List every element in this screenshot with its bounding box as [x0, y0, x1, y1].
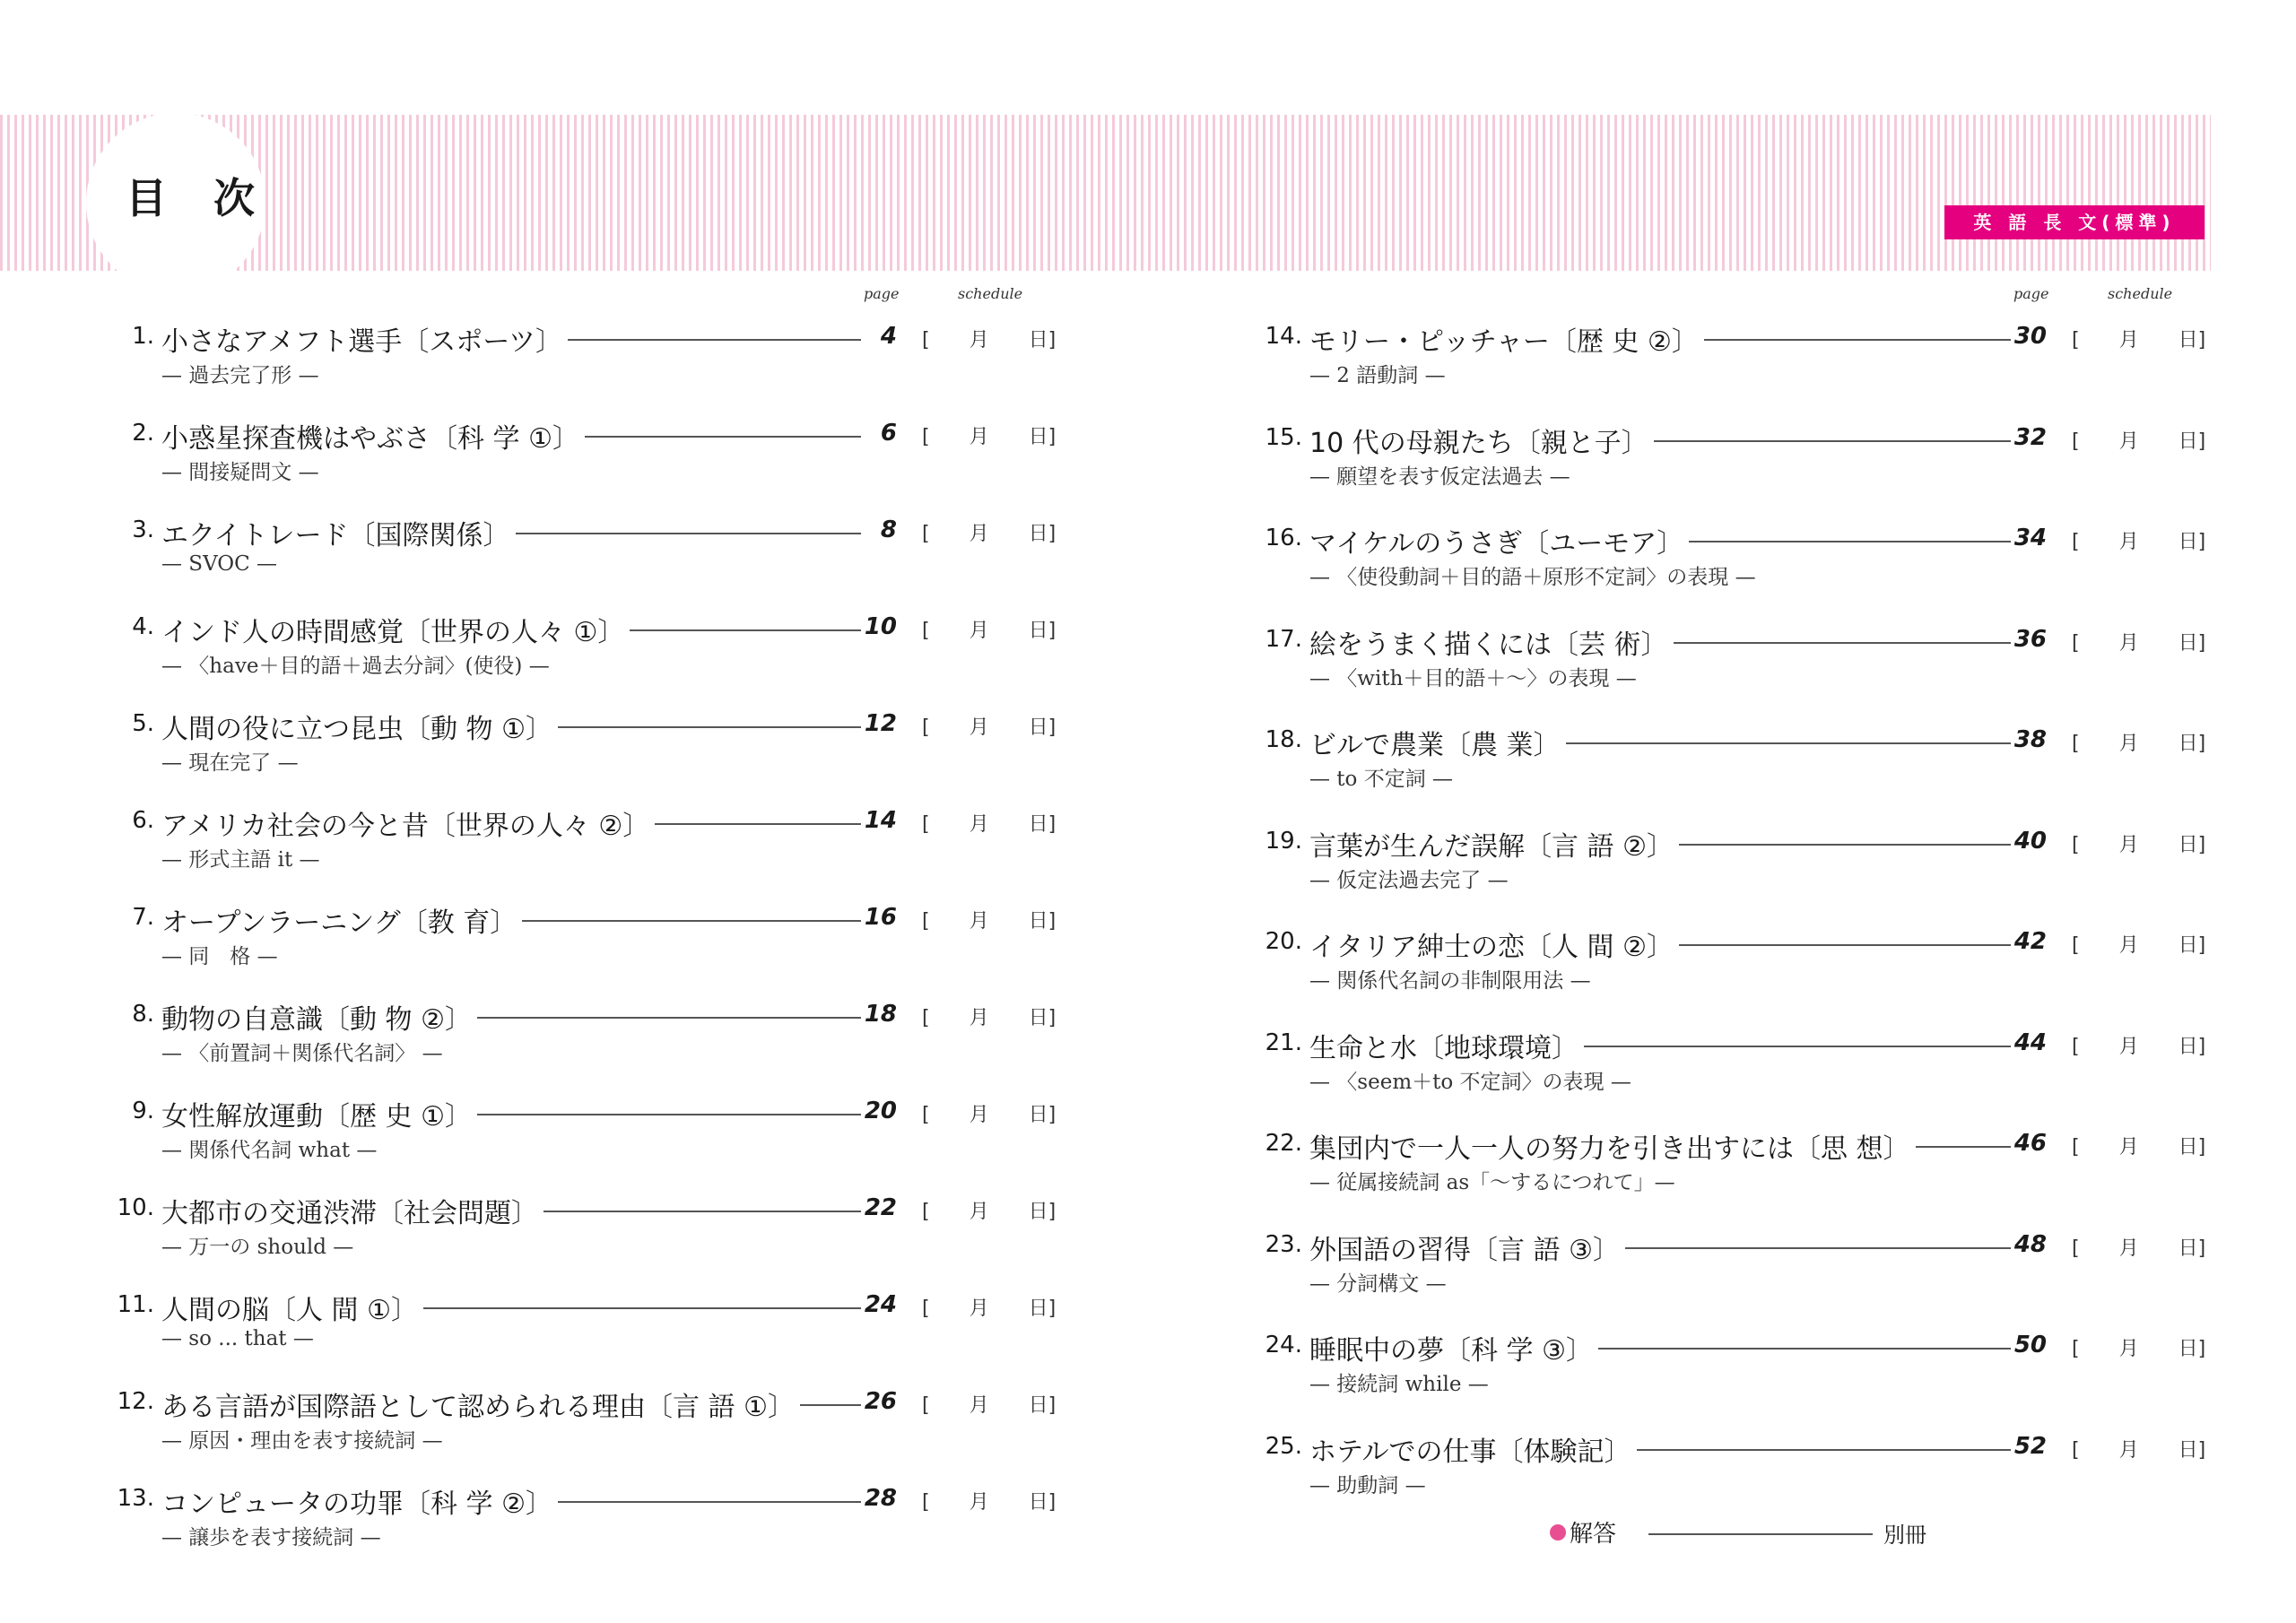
schedule-field: [ 月 日]: [2072, 1136, 2206, 1159]
entry-number: 2.: [132, 420, 154, 447]
entry-title: 生命と水〔地球環境〕: [1309, 1026, 1584, 1065]
entry-subtitle: — 過去完了形 —: [161, 364, 319, 387]
entry-title: 外国語の習得〔言 語 ③〕: [1309, 1228, 1625, 1267]
entry-subtitle: — 関係代名詞の非制限用法 —: [1309, 969, 1591, 993]
entry-number: 12.: [117, 1388, 154, 1415]
entry-title: モリー・ピッチャー〔歴 史 ②〕: [1309, 319, 1704, 359]
entry-number: 3.: [132, 516, 154, 543]
entry-title: イタリア紳士の恋〔人 間 ②〕: [1309, 924, 1679, 964]
entry-subtitle: — 従属接続詞 as「〜するにつれて」—: [1309, 1171, 1675, 1194]
entry-subtitle: — 〈have＋目的語＋過去分詞〉(使役) —: [161, 655, 550, 678]
entry-subtitle: — 関係代名詞 what —: [161, 1139, 378, 1162]
entry-subtitle: — 現在完了 —: [161, 751, 299, 775]
entry-page-number: 10: [864, 613, 897, 640]
toc-entry: [1265, 1121, 2226, 1193]
entry-subtitle: — 原因・理由を表す接続詞 —: [161, 1429, 443, 1453]
entry-page-number: 14: [864, 807, 897, 834]
schedule-field: [ 月 日]: [2072, 1338, 2206, 1360]
schedule-field: [ 月 日]: [922, 620, 1057, 642]
entry-page-number: 20: [864, 1098, 897, 1124]
toc-entry: [1265, 617, 2226, 689]
entry-number: 15.: [1265, 423, 1302, 451]
schedule-field: [ 月 日]: [2072, 833, 2206, 856]
entry-page-number: 28: [864, 1485, 897, 1512]
entry-title: ホテルでの仕事〔体験記〕: [1309, 1429, 1637, 1469]
entry-title: インド人の時間感覚〔世界の人々 ①〕: [161, 610, 630, 649]
entry-title: 女性解放運動〔歴 史 ①〕: [161, 1094, 477, 1133]
entry-subtitle: — 2 語動詞 —: [1309, 364, 1446, 387]
schedule-field: [ 月 日]: [2072, 934, 2206, 957]
entry-subtitle: — 〈with＋目的語＋〜〉の表現 —: [1309, 666, 1637, 690]
schedule-field: [ 月 日]: [2072, 1035, 2206, 1058]
entry-number: 7.: [132, 904, 154, 931]
entry-title: マイケルのうさぎ〔ユーモア〕: [1309, 521, 1689, 560]
entry-title: 小惑星探査機はやぶさ〔科 学 ①〕: [161, 416, 585, 456]
entry-page-number: 22: [864, 1194, 897, 1221]
entry-subtitle: — 接続詞 while —: [1309, 1373, 1489, 1396]
entry-title: オープンラーニング〔教 育〕: [161, 900, 522, 940]
toc-entry: [117, 701, 1076, 773]
schedule-field: [ 月 日]: [2072, 733, 2206, 755]
entry-page-number: 50: [2013, 1332, 2047, 1358]
entry-number: 4.: [132, 613, 154, 640]
toc-entry: [117, 508, 1076, 579]
toc-entry: [117, 411, 1076, 482]
entry-subtitle: — 〈seem＋to 不定詞〉の表現 —: [1309, 1070, 1631, 1094]
entry-title: 集団内で一人一人の努力を引き出すには〔思 想〕: [1309, 1126, 1916, 1166]
entry-number: 16.: [1265, 525, 1302, 551]
page-column-header-left: page: [864, 285, 900, 302]
entry-page-number: 42: [2013, 928, 2047, 955]
toc-entry: [1265, 919, 2226, 991]
entry-number: 18.: [1265, 726, 1302, 753]
entry-page-number: 52: [2013, 1432, 2047, 1460]
entry-page-number: 30: [2013, 323, 2047, 350]
schedule-field: [ 月 日]: [2072, 329, 2206, 352]
toc-entry: [117, 1282, 1076, 1354]
entry-page-number: 16: [864, 904, 897, 931]
entry-number: 6.: [132, 807, 154, 834]
entry-number: 22.: [1265, 1130, 1302, 1157]
bullet-dot-icon: [1550, 1524, 1566, 1541]
toc-entry: [1265, 516, 2226, 587]
toc-entry: [117, 1379, 1076, 1451]
entry-page-number: 18: [864, 1001, 897, 1028]
entry-number: 9.: [132, 1098, 154, 1124]
toc-entry: [1265, 819, 2226, 890]
entry-number: 17.: [1265, 625, 1302, 653]
header-banner: [0, 115, 2211, 271]
toc-entry: [117, 1185, 1076, 1257]
entry-title: 小さなアメフト選手〔スポーツ〕: [161, 319, 568, 359]
entry-title: アメリカ社会の今と昔〔世界の人々 ②〕: [161, 803, 655, 843]
toc-entry: [117, 314, 1076, 386]
entry-page-number: 34: [2013, 525, 2047, 551]
entry-number: 21.: [1265, 1028, 1302, 1056]
toc-entry: [1265, 1424, 2226, 1496]
toc-entry: [1265, 717, 2226, 789]
entry-number: 20.: [1265, 928, 1302, 955]
entry-number: 25.: [1265, 1432, 1302, 1460]
answer-label: 解答: [1570, 1521, 1617, 1548]
entry-title: 睡眠中の夢〔科 学 ③〕: [1309, 1328, 1598, 1367]
entry-number: 24.: [1265, 1332, 1302, 1358]
entry-number: 10.: [117, 1194, 154, 1221]
entry-title: エクイトレード〔国際関係〕: [161, 513, 516, 552]
entry-number: 1.: [132, 323, 154, 350]
entry-number: 11.: [117, 1291, 154, 1318]
entry-number: 19.: [1265, 827, 1302, 855]
schedule-field: [ 月 日]: [2072, 631, 2206, 655]
entry-subtitle: — 助動詞 —: [1309, 1473, 1426, 1497]
entry-subtitle: — 形式主語 it —: [161, 848, 320, 872]
entry-subtitle: — so ... that —: [161, 1327, 314, 1350]
entry-number: 23.: [1265, 1230, 1302, 1258]
entry-title: 10 代の母親たち〔親と子〕: [1309, 421, 1654, 460]
entry-subtitle: — 同 格 —: [161, 945, 278, 968]
schedule-field: [ 月 日]: [922, 1007, 1057, 1029]
entry-title: 人間の役に立つ昆虫〔動 物 ①〕: [161, 707, 558, 746]
entry-page-number: 46: [2013, 1130, 2047, 1157]
entry-page-number: 26: [864, 1388, 897, 1415]
entry-title: 人間の脳〔人 間 ①〕: [161, 1288, 423, 1327]
schedule-field: [ 月 日]: [922, 1298, 1057, 1320]
schedule-column-header-right: schedule: [2108, 285, 2173, 302]
schedule-field: [ 月 日]: [922, 426, 1057, 448]
toc-entry: [117, 1089, 1076, 1160]
entry-page-number: 38: [2013, 726, 2047, 753]
schedule-field: [ 月 日]: [922, 1104, 1057, 1126]
toc-entry: [1265, 314, 2226, 386]
entry-page-number: 36: [2013, 625, 2047, 653]
entry-number: 5.: [132, 710, 154, 737]
schedule-field: [ 月 日]: [922, 523, 1057, 545]
entry-page-number: 8: [880, 516, 897, 543]
toc-entry: [117, 604, 1076, 676]
entry-title: 大都市の交通渋滞〔社会問題〕: [161, 1191, 544, 1230]
page-column-header-right: page: [2013, 285, 2049, 302]
page-title: 目 次: [126, 174, 272, 222]
entry-title: 言葉が生んだ誤解〔言 語 ②〕: [1309, 824, 1679, 864]
toc-entry: [117, 895, 1076, 967]
entry-subtitle: — 分詞構文 —: [1309, 1271, 1447, 1296]
entry-title: ある言語が国際語として認められる理由〔言 語 ①〕: [161, 1384, 800, 1424]
entry-subtitle: — to 不定詞 —: [1309, 768, 1454, 791]
entry-subtitle: — 〈前置詞＋関係代名詞〉 —: [161, 1042, 443, 1065]
toc-entry: [1265, 1323, 2226, 1394]
entry-subtitle: — 〈使役動詞＋目的語＋原形不定詞〉の表現 —: [1309, 566, 1756, 589]
entry-title: 動物の自意識〔動 物 ②〕: [161, 997, 477, 1037]
toc-entry: [117, 798, 1076, 870]
schedule-field: [ 月 日]: [922, 1491, 1057, 1514]
entry-page-number: 6: [880, 420, 897, 447]
schedule-field: [ 月 日]: [2072, 430, 2206, 453]
toc-entry: [1265, 1020, 2226, 1092]
toc-entry: [117, 1476, 1076, 1548]
entry-page-number: 4: [880, 323, 897, 350]
entry-subtitle: — 譲歩を表す接続詞 —: [161, 1526, 381, 1549]
toc-entry: [117, 992, 1076, 1063]
entry-subtitle: — 万一の should —: [161, 1236, 354, 1259]
entry-subtitle: — 仮定法過去完了 —: [1309, 868, 1509, 892]
entry-page-number: 48: [2013, 1230, 2047, 1258]
schedule-field: [ 月 日]: [922, 1394, 1057, 1417]
entry-title: 絵をうまく描くには〔芸 術〕: [1309, 622, 1674, 662]
entry-title: コンピュータの功罪〔科 学 ②〕: [161, 1481, 558, 1521]
schedule-field: [ 月 日]: [922, 716, 1057, 739]
schedule-field: [ 月 日]: [922, 813, 1057, 836]
schedule-field: [ 月 日]: [922, 329, 1057, 352]
answer-row: [1550, 1515, 1926, 1551]
entry-page-number: 32: [2013, 423, 2047, 451]
leader-line: [1648, 1533, 1873, 1535]
schedule-field: [ 月 日]: [922, 1201, 1057, 1223]
answer-value: 別冊: [1883, 1523, 1926, 1548]
schedule-field: [ 月 日]: [2072, 531, 2206, 553]
entry-page-number: 12: [864, 710, 897, 737]
entry-number: 8.: [132, 1001, 154, 1028]
schedule-field: [ 月 日]: [2072, 1438, 2206, 1462]
entry-subtitle: — 願望を表す仮定法過去 —: [1309, 464, 1570, 489]
entry-number: 13.: [117, 1485, 154, 1512]
entry-page-number: 44: [2013, 1028, 2047, 1056]
schedule-field: [ 月 日]: [922, 910, 1057, 933]
schedule-column-header-left: schedule: [958, 285, 1023, 302]
entry-number: 14.: [1265, 323, 1302, 350]
subject-badge: 英 語 長 文(標準): [1944, 205, 2205, 239]
entry-page-number: 40: [2013, 827, 2047, 855]
entry-subtitle: — SVOC —: [161, 552, 278, 576]
entry-title: ビルで農業〔農 業〕: [1309, 723, 1566, 762]
entry-subtitle: — 間接疑問文 —: [161, 461, 319, 484]
schedule-field: [ 月 日]: [2072, 1237, 2206, 1260]
entry-page-number: 24: [864, 1291, 897, 1318]
toc-entry: [1265, 415, 2226, 487]
toc-entry: [1265, 1222, 2226, 1294]
